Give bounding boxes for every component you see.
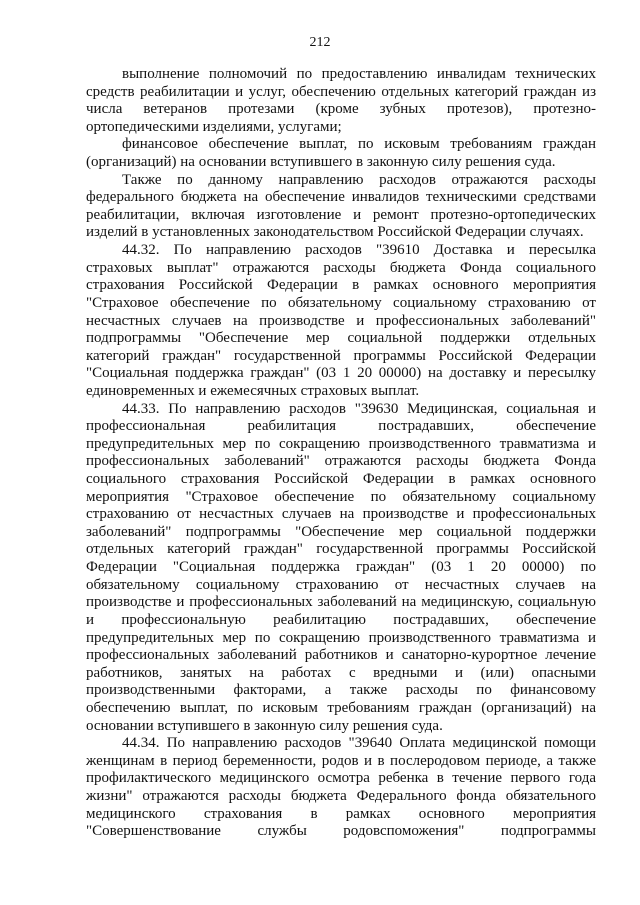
text-line: жизни" отражаются расходы бюджета Федерального фонда обязательного: [86, 787, 596, 804]
text-line: 44.33. По направлению расходов "39630 Медицинская, социальная и: [122, 400, 596, 417]
text-line: 44.32. По направлению расходов "39610 Доставка и пересылка: [122, 242, 596, 259]
text-line: выполнение полномочий по предоставлению инвалидам технических: [122, 66, 596, 82]
text-line: женщинам в период беременности, родов и в послеродовом периоде, а также: [86, 752, 596, 769]
text-line: предупредительных мер по сокращению производственного травматизма и: [86, 629, 596, 646]
text-line: профессиональных заболеваний работников и санаторно-курортное лечение: [86, 647, 596, 664]
text-line: подпрограммы "Обеспечение мер социальной поддержки отдельных: [86, 330, 596, 347]
text-line: и профессиональную реабилитацию пострадавших, обеспечение: [86, 611, 596, 628]
text-line: федерального бюджета на обеспечение инвалидов техническими средствами: [86, 189, 596, 206]
text-line: работников, занятых на работах с вредными и (или) опасными: [86, 664, 596, 681]
text-line: (организаций) на основании вступившего в законную силу решения суда.: [86, 154, 556, 171]
text-line: Также по данному направлению расходов отражаются расходы: [122, 171, 596, 188]
text-line: 44.34. По направлению расходов "39640 Оплата медицинской помощи: [122, 735, 596, 752]
text-line: финансовое обеспечение выплат, по исковым требованиям граждан: [122, 136, 596, 153]
page-number: 212: [309, 35, 331, 50]
text-line: производстве и профессиональных заболеваний на медицинскую, социальную: [86, 594, 596, 611]
text-line: основании вступившего в законную силу решения суда.: [86, 717, 443, 734]
text-line: изделий в установленных законодательством Российской Федерации случаях.: [86, 224, 584, 241]
body-text: [86, 66, 596, 841]
text-line: профессиональная реабилитация пострадавших, обеспечение: [86, 418, 596, 435]
text-line: социального страхования Российской Федерации в рамках основного: [86, 471, 596, 488]
text-line: "Совершенствование службы родовспоможения" подпрограммы: [86, 823, 596, 840]
text-line: профилактического медицинского осмотра ребенка в течение первого года: [86, 770, 596, 787]
text-line: Федерации "Социальная поддержка граждан" (03 1 20 00000) по: [86, 559, 596, 576]
text-line: страховых выплат" отражаются расходы бюджета Фонда социального: [86, 259, 596, 276]
text-line: ортопедическими изделиями, услугами;: [86, 118, 342, 135]
text-line: мероприятия "Страховое обеспечение по обязательному социальному: [86, 488, 596, 505]
text-line: производственными факторами, а также расходы по финансовому: [86, 682, 596, 699]
text-line: медицинского страхования в рамках основного мероприятия: [86, 805, 596, 822]
text-line: обеспечению выплат, по исковым требованиям граждан (организаций) на: [86, 699, 596, 716]
text-line: страхования Российской Федерации в рамках основного мероприятия: [86, 277, 596, 294]
text-line: средств реабилитации и услуг, обеспечению отдельных категорий граждан из: [86, 83, 596, 100]
text-line: "Страховое обеспечение по обязательному социальному страхованию от: [86, 294, 596, 311]
text-line: профессиональных заболеваний" отражаются расходы бюджета Фонда: [86, 453, 596, 470]
text-line: заболеваний" подпрограммы "Обеспечение мер социальной поддержки: [86, 523, 596, 540]
text-line: реабилитации, включая изготовление и ремонт протезно-ортопедических: [86, 206, 596, 223]
text-line: категорий граждан" государственной программы Российской Федерации: [86, 347, 596, 364]
text-line: предупредительных мер по сокращению производственного травматизма и: [86, 435, 596, 452]
text-line: числа ветеранов протезами (кроме зубных протезов), протезно-: [86, 101, 596, 118]
text-line: страхованию от несчастных случаев на производстве и профессиональных: [86, 506, 596, 523]
text-line: единовременных и ежемесячных страховых выплат.: [86, 382, 420, 399]
text-line: обязательному социальному страхованию от несчастных случаев на: [86, 576, 596, 593]
text-line: несчастных случаев на производстве и профессиональных заболеваний": [86, 312, 596, 329]
text-line: отдельных категорий граждан" государственной программы Российской: [86, 541, 596, 558]
text-line: "Социальная поддержка граждан" (03 1 20 00000) на доставку и пересылку: [86, 365, 596, 382]
